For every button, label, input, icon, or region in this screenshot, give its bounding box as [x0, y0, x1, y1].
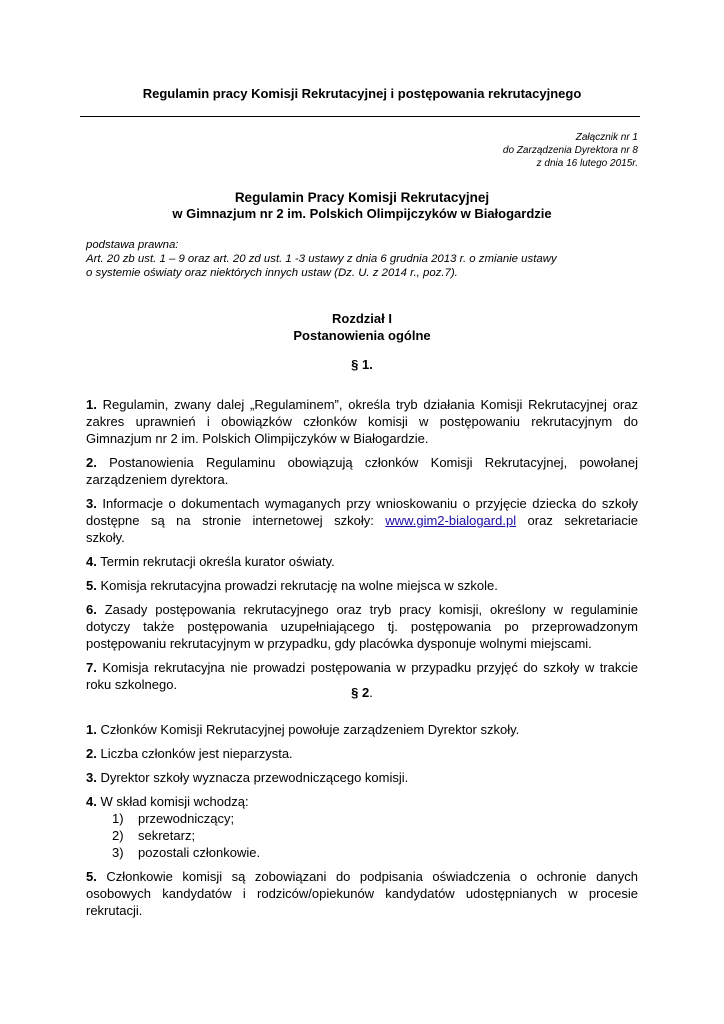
paragraph-2-3	[86, 769, 638, 786]
list-item-text: sekretarz;	[138, 828, 196, 843]
paragraph-line: Członkowie komisji są zobowiązani do podpisania oświadczenia o ochronie danych	[106, 869, 638, 884]
list-item	[112, 810, 638, 827]
paragraph-line: dostępne są na stronie internetowej szkoły:	[86, 513, 386, 528]
paragraph-1-6	[86, 601, 638, 652]
paragraph-line: dotyczy także postępowania uzupełniającego tj. postępowania po przeprowadzonym	[86, 619, 638, 634]
list-item-number: 3)	[112, 845, 124, 860]
legal-basis-line-1: Art. 20 zb ust. 1 – 9 oraz art. 20 zd ust. 1 -3 ustawy z dnia 6 grudnia 2013 r. o zmianie ustawy	[86, 253, 557, 265]
paragraph-2-1	[86, 721, 638, 738]
paragraph-text: Dyrektor szkoły wyznacza przewodniczącego komisji.	[100, 770, 409, 785]
paragraph-number: 3.	[86, 496, 97, 511]
chapter-title: Postanowienia ogólne	[293, 328, 431, 343]
section-1-heading: § 1.	[351, 357, 373, 372]
paragraph-line: Komisja rekrutacyjna prowadzi rekrutację na wolne miejsca w szkole.	[100, 578, 498, 593]
paragraph-line: Gimnazjum nr 2 im. Polskich Olimpijczyków w Białogardzie.	[86, 431, 429, 446]
list-item	[112, 827, 638, 844]
paragraph-1-5	[86, 577, 638, 594]
paragraph-number: 5.	[86, 869, 97, 884]
paragraph-2-4	[86, 793, 638, 810]
paragraph-line: zarządzeniem dyrektora.	[86, 472, 229, 487]
paragraph-2-5	[86, 868, 638, 919]
section-2-mark: § 2	[351, 685, 370, 700]
section-2-heading	[0, 685, 724, 700]
school-website-link[interactable]: www.gim2-bialogard.pl	[385, 513, 517, 528]
list-item-number: 2)	[112, 828, 124, 843]
paragraph-line: szkoły.	[86, 530, 125, 545]
legal-basis-line-2: o systemie oświaty oraz niektórych innych ustaw (Dz. U. z 2014 r., poz.7).	[86, 267, 458, 279]
paragraph-line: Postanowienia Regulaminu obowiązują członków Komisji Rekrutacyjnej, powołanej	[109, 455, 638, 470]
running-header-title: Regulamin pracy Komisji Rekrutacyjnej i postępowania rekrutacyjnego	[142, 86, 582, 101]
paragraph-number: 5.	[86, 578, 97, 593]
section-1-body	[86, 396, 638, 700]
paragraph-number: 4.	[86, 794, 97, 809]
section-2-body	[86, 721, 638, 926]
paragraph-1-2	[86, 454, 638, 488]
list-item-text: przewodniczący;	[138, 811, 235, 826]
paragraph-line: Informacje o dokumentach wymaganych przy wnioskowaniu o przyjęcie dziecka do szkoły	[102, 496, 638, 511]
annex-line-1: Załącznik nr 1	[575, 132, 638, 143]
list-item-number: 1)	[112, 811, 124, 826]
paragraph-number: 3.	[86, 770, 97, 785]
paragraph-line: roku szkolnego.	[86, 677, 178, 692]
paragraph-line: Komisja rekrutacyjna nie prowadzi postępowania w przypadku przyjęć do szkoły w trakcie	[102, 660, 638, 675]
paragraph-number: 2.	[86, 746, 97, 761]
paragraph-line: osobowych kandydatów i rodziców/opiekunów kandydatów udostępnianych w procesie	[86, 886, 638, 901]
header-divider	[80, 116, 640, 117]
paragraph-1-4	[86, 553, 638, 570]
paragraph-number: 6.	[86, 602, 97, 617]
paragraph-2-2	[86, 745, 638, 762]
paragraph-1-3	[86, 495, 638, 546]
paragraph-line: oraz sekretariacie	[516, 513, 638, 528]
annex-line-3: z dnia 16 lutego 2015r.	[536, 158, 638, 169]
paragraph-number: 1.	[86, 722, 97, 737]
paragraph-1-1	[86, 396, 638, 447]
chapter-number: Rozdział I	[332, 311, 392, 326]
paragraph-number: 7.	[86, 660, 97, 675]
document-title-line-1: Regulamin Pracy Komisji Rekrutacyjnej	[234, 190, 490, 205]
section-2-mark-dot: .	[369, 685, 373, 700]
paragraph-line: Zasady postępowania rekrutacyjnego oraz tryb pracy komisji, określony w regulaminie	[104, 602, 638, 617]
commission-members-list	[112, 810, 638, 861]
annex-note	[338, 131, 638, 170]
paragraph-text: W skład komisji wchodzą:	[100, 794, 249, 809]
paragraph-text: Członków Komisji Rekrutacyjnej powołuje zarządzeniem Dyrektor szkoły.	[100, 722, 520, 737]
legal-basis-label: podstawa prawna:	[86, 239, 179, 251]
list-item	[112, 844, 638, 861]
paragraph-line: Termin rekrutacji określa kurator oświaty.	[100, 554, 335, 569]
paragraph-text: Liczba członków jest nieparzysta.	[100, 746, 293, 761]
chapter-heading	[0, 310, 724, 344]
paragraph-line: Regulamin, zwany dalej „Regulaminem”, określa tryb działania Komisji Rekrutacyjnej oraz	[102, 397, 638, 412]
paragraph-number: 4.	[86, 554, 97, 569]
legal-basis	[86, 238, 646, 280]
paragraph-number: 1.	[86, 397, 97, 412]
paragraph-line: rekrutacji.	[86, 903, 143, 918]
annex-line-2: do Zarządzenia Dyrektora nr 8	[502, 145, 638, 156]
paragraph-number: 2.	[86, 455, 97, 470]
list-item-text: pozostali członkowie.	[138, 845, 261, 860]
paragraph-line: zakres uprawnień i obowiązków członków komisji w postępowaniu rekrutacyjnym do	[86, 414, 638, 429]
document-title	[0, 190, 724, 222]
document-title-line-2: w Gimnazjum nr 2 im. Polskich Olimpijczyków w Białogardzie	[172, 206, 552, 221]
paragraph-line: postępowaniu rekrutacyjnym w przypadku, gdy placówka dysponuje wolnymi miejscami.	[86, 636, 592, 651]
